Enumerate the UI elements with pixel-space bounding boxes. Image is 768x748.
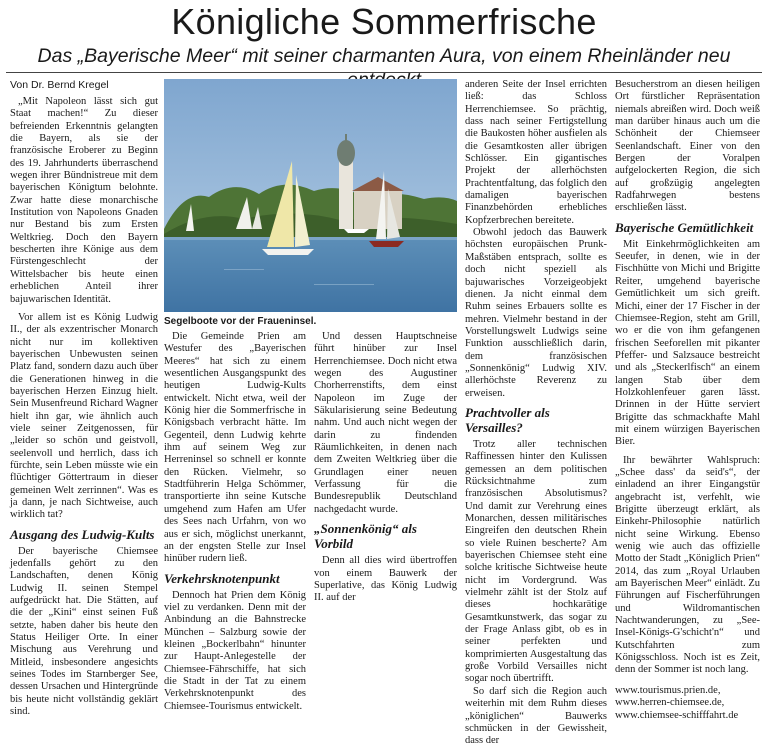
paragraph: Und dessen Hauptschneise führt hinüber zur Insel Herrenchiemsee. Doch nicht etwa wegen des Augustiner Chorherrenstifts, dem einst Napoleon im Zuge der Säkularisierung seine Bedeutung nahm. Und auch nicht wegen der darin zu findenden Räumlichkeiten, in denen nach dem Zweiten Weltkrieg über die Grundlagen einer neuen Verfassung für die Bundesrepublik Deutschland nachgedacht wurde.: [314, 331, 457, 515]
column-2: [164, 331, 306, 712]
paragraph: Die Gemeinde Prien am Westufer des „Bayerischen Meeres“ hat sich zu einem wesentlichen Ausgangspunkt des heutigen Ludwig-Kults entwickelt. Nicht etwa, weil der König hier die Sommerfrische in Königsbach verbracht hätte. Im Gegenteil, denn Ludwig kehrte ihm auf seinem Weg zur Herreninsel so schnell er konnte den Rücken. Vielmehr, so Stadtführerin Helga Schömmer, transportierte ihn seine Kutsche umgehend zum Hafen am Ufer des Sees nach Urfahrn, von wo aus er sich, möglichst unerkannt, an der engsten Stelle zur Insel hinüber rudern ließ.: [164, 331, 306, 565]
header-rule: [6, 72, 762, 73]
paragraph: Mit Einkehrmöglichkeiten am Seeufer, in denen, wie in der Fischhütte von Michi und Brigitte Reiter, umgehend bayerische Gemütlichkeit um sich greift. Michi, einer der 17 Fischer in der Chiemsee-Region, steht am Grill, wo er die von ihm gefangenen frischen Seeforellen mit pikanter Pfeffer- und Salzsauce bestreicht und als „Steckerlfisch“ an einem langen Stab über dem Holzkohlenfeuer garen lässt. Drinnen in der Hütte serviert Brigitte das schmackhafte Mahl mit einem würzigen Bayerischen Bier.: [615, 238, 760, 448]
paragraph: Der bayerische Chiemsee jedenfalls gehört zu den Landschaften, denen König Ludwig II. seinen Stempel aufgedrückt hat. Die Stätten, auf die der „Kini“ einst seinen Fuß setzte, haben daher bis heute den Status Heiliger Orte. In einer Mischung aus Verehrung und Mitleid, insbesondere angesichts seines Todes im Starnberger See, dessen Ursachen und Hintergründe bis heute nicht vollständig geklärt sind.: [10, 545, 158, 718]
subheadline: Das „Bayerische Meer“ mit seiner charmanten Aura, von einem Rheinländer neu: [37, 45, 731, 67]
website-link[interactable]: www.herren-chiemsee.de,: [615, 697, 725, 709]
paragraph: anderen Seite der Insel errichten ließ: das Schloss Herrenchiemsee. So prächtig, dass nach seiner Fertigstellung die Baukosten höher ausfielen als die Gesamtkosten aller übrigen Schlösser. Ein gigantisches Projekt der allerhöchsten Prachtentfaltung, das folglich den damaligen bayerischen Finanzbehörden erhebliches Kopfzerbrechen bereitete.: [465, 79, 607, 226]
subheading: Ausgang des Ludwig-Kults: [10, 526, 155, 542]
photo-caption: Segelboote vor der Fraueninsel.: [164, 316, 317, 327]
website-link[interactable]: www.tourismus.prien.de,: [615, 684, 721, 696]
sailboats-image: [164, 79, 457, 312]
paragraph: Dennoch hat Prien dem König viel zu verdanken. Denn mit der Anbindung an die Bahnstrecke München – Salzburg sowie der kleinen „Bockerlbahn“ hinunter zur Haupt-Anlegestelle der Chiemsee-Fährschiffe, hat sich die Stadt in der Tat zu einem Verkehrsknotenpunkt des Chiemsee-Tourismus entwickelt.: [164, 589, 306, 712]
website-link[interactable]: www.chiemsee-schifffahrt.de: [615, 709, 739, 721]
column-2b: [314, 331, 457, 604]
paragraph: Denn all dies wird übertroffen von einem Bauwerk der Superlative, das König Ludwig II. auf der: [314, 555, 457, 604]
paragraph: Besucherstrom an diesen heiligen Ort fürstlicher Repräsentation niemals abreißen wird. Doch weiß man darüber hinaus auch um die Schönheit der Chiemseer Seenlandschaft. Einer von den Bergen der Voralpen aufgelockerten Region, die sich auf großzügig angelegten Radfahrwegen bestens erschließen lässt.: [615, 79, 760, 214]
subheading: Prachtvoller als Versailles?: [465, 404, 550, 435]
paragraph: Obwohl jedoch das Bauwerk höchsten europäischen Prunk-Maßstäben entsprach, sollte es doch nicht speziell als bajuwarisches Vorzeigeobjekt dienen. Ja nicht einmal dem Ruhm seines Erbauers sollte es mehren. Vielmehr bestand in der Vorstellungswelt Ludwigs seine Funktion ausschließlich darin, dem französischen „Sonnenkönig“ Ludwig XIV. allerhöchste Reverenz zu erweisen.: [465, 227, 607, 399]
lake-photo: [164, 79, 457, 312]
subheading: „Sonnenkönig“ als Vorbild: [314, 521, 417, 552]
author-line: Von Dr. Bernd Kregel: [10, 79, 109, 91]
column-3: [465, 79, 607, 747]
subheading: Bayerische Gemütlichkeit: [615, 219, 754, 235]
website-links: [615, 685, 760, 722]
column-4: [615, 79, 760, 721]
paragraph: So darf sich die Region auch weiterhin mit dem Ruhm dieses „königlichen“ Bauwerks schmücken in der Gewissheit, dass der: [465, 685, 607, 747]
subheading: Verkehrsknotenpunkt: [164, 570, 280, 586]
paragraph: Trotz aller technischen Raffinessen hinter den Kulissen gemessen an dem politischen Rücksichtnahme zum französischen Absolutismus? Und damit zur Verehrung eines Monarchen, dessen militärisches Eingreifen den deutschen Rhein so viele Ruinen bescherte? Am bayerischen Chiemsee steht eine solche kritische Sichtweise heute nicht im Vordergrund. Was vielmehr zählt ist der Stolz auf dieses hochkarätige Gesamtkunstwerk, das sogar zu der Frage Anlass gibt, ob es in seiner perfekten und komprimierten Ausgestaltung das große Vorbild Versailles nicht sogar noch übertrifft.: [465, 438, 607, 685]
paragraph: Ihr bewährter Wahlspruch: „Schee dass' da seid's“, der einladend an ihrer Eingangstür angebracht ist, verfehlt, wie Brigitte überzeugt erklärt, als Einkehr-Philosophie natürlich nicht seine Wirkung. Ebenso wenig wie auch das offizielle Motto der Stadt „Königlich Prien“ 2014, das zum „Royal Urlauben am Bayerischen Meer“ einlädt. Zu Führungen auf Fischerführungen und Wildromantischen Nachtwanderungen, zu „See-Insel-Königs-G'schicht'n“ und Kutschfahrten zum Königsschloss. Noch ist es Zeit, denn der Sommer ist noch lang.: [615, 454, 760, 676]
paragraph: Vor allem ist es König Ludwig II., der als exzentrischer Monarch nicht nur im kollektiven bayerischen Unbewusten seinen Platz fand, sondern dazu auch über die Generationen hinweg in die bayerischen Herzen Einzug hielt. Sein Musenfreund Richard Wagner hielt ihn gar, wie ähnlich auch viele seiner Zeitgenossen, für „leider so schön und geistvoll, seelenvoll und herrlich, dass ich fürchte, sein Leben müsste wie ein flüchtiger Göttertraum in dieser gemeinen Welt zerrinnen“. Was es ja dann, je nach Sichtweise, auch wirklich tat?: [10, 311, 158, 521]
column-1: [10, 79, 158, 718]
paragraph: „Mit Napoleon lässt sich gut Staat machen!“ Zu dieser befreienden Erkenntnis gelangten die Bayern, als sie der französische Eroberer zu Beginn des 19. Jahrhunderts überraschend wegen ihrer Bündnistreue mit dem bayerischen Königtum belohnte. Zwar hatte diese monarchische Institution von Napoleons Gnaden nur Bestand bis zum Ersten Weltkrieg. Doch den Bayern bescherten ihre Könige aus dem Fürstengeschlecht der Wittelsbacher bis heute einen erheblichen Anteil ihrer bajuwarischen Identität.: [10, 96, 158, 305]
headline: Königliche Sommerfrische: [171, 1, 597, 42]
